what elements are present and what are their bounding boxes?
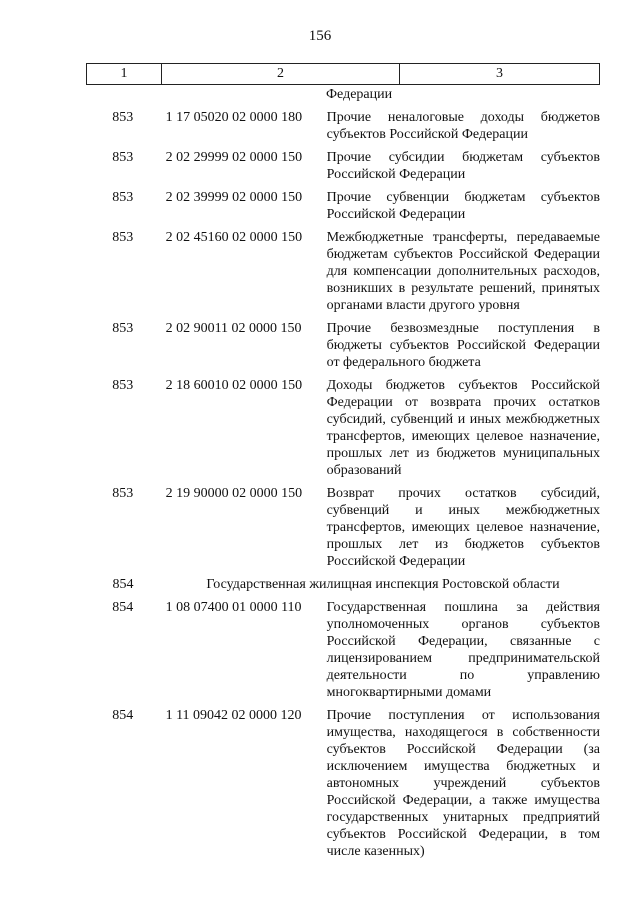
admin-code: 853 <box>112 230 134 245</box>
revenue-name: Государственная пошлина за действия уполномоченных органов субъектов Российской Федерации, связанные с лицензированием предпринимательской деятельности по управлению многоквартирными домами <box>326 600 600 700</box>
org-row <box>86 576 600 593</box>
revenue-name: Возврат прочих остатков субсидий, субвенций и иных межбюджетных трансфертов, имеющих целевое назначение, прошлых лет из бюджетов субъектов Российской Федерации <box>326 486 600 569</box>
table-row <box>86 320 600 371</box>
org-name: Государственная жилищная инспекция Ростовской области <box>206 577 560 592</box>
header-col-3: 3 <box>496 66 503 81</box>
table-header <box>86 63 600 85</box>
table-row <box>86 485 600 570</box>
revenue-name: Прочие поступления от использования имущества, находящегося в собственности субъектов Российской Федерации (за исключением имущества бюджетных и автономных учреждений субъектов Российской Федерации, а также имущества государственных унитарных предприятий субъектов Российской Федерации, в том числе казенных) <box>326 708 600 859</box>
table-row <box>86 229 600 314</box>
revenue-code: 2 02 90011 02 0000 150 <box>165 321 302 336</box>
revenue-name: Прочие субсидии бюджетам субъектов Российской Федерации <box>326 150 600 182</box>
revenue-name: Межбюджетные трансферты, передаваемые бюджетам субъектов Российской Федерации для компенсации дополнительных расходов, возникших в результате решений, принятых органами власти другого уровня <box>326 230 600 313</box>
revenue-code: 2 19 90000 02 0000 150 <box>165 486 303 501</box>
header-col-2: 2 <box>162 64 400 84</box>
org-admin-code: 854 <box>112 577 134 592</box>
table-row <box>86 599 600 701</box>
table-row <box>86 189 600 223</box>
table-row <box>86 707 600 860</box>
admin-code: 853 <box>112 190 134 205</box>
revenue-code: 2 02 39999 02 0000 150 <box>165 190 303 205</box>
revenue-name: Прочие неналоговые доходы бюджетов субъектов Российской Федерации <box>326 110 600 142</box>
revenue-name: Доходы бюджетов субъектов Российской Федерации от возврата прочих остатков субсидий, субвенций и иных межбюджетных трансфертов, имеющих целевое назначение, прошлых лет из бюджетов муниципальных образований <box>326 378 600 478</box>
revenue-code: 1 08 07400 01 0000 110 <box>165 600 302 615</box>
admin-code: 853 <box>112 378 134 393</box>
admin-code: 853 <box>112 150 134 165</box>
header-col-1: 1 <box>87 64 162 84</box>
admin-code: 853 <box>112 486 134 501</box>
table-row <box>86 109 600 143</box>
table-body <box>86 86 600 866</box>
admin-code: 853 <box>112 110 134 125</box>
revenue-name: Прочие безвозмездные поступления в бюджеты субъектов Российской Федерации от федерального бюджета <box>326 321 600 370</box>
revenue-name: Прочие субвенции бюджетам субъектов Российской Федерации <box>326 190 600 222</box>
revenue-code: 2 02 29999 02 0000 150 <box>165 150 303 165</box>
page-number: 156 <box>308 28 332 44</box>
revenue-code: 2 18 60010 02 0000 150 <box>165 378 303 393</box>
admin-code: 854 <box>112 600 134 615</box>
admin-code: 853 <box>112 321 134 336</box>
admin-code: 854 <box>112 708 134 723</box>
table-row <box>86 149 600 183</box>
revenue-code: 2 02 45160 02 0000 150 <box>165 230 303 245</box>
table-row <box>86 377 600 479</box>
revenue-code: 1 17 05020 02 0000 180 <box>165 110 303 125</box>
continuation-text: Федерации <box>326 87 393 102</box>
revenue-code: 1 11 09042 02 0000 120 <box>165 708 302 723</box>
